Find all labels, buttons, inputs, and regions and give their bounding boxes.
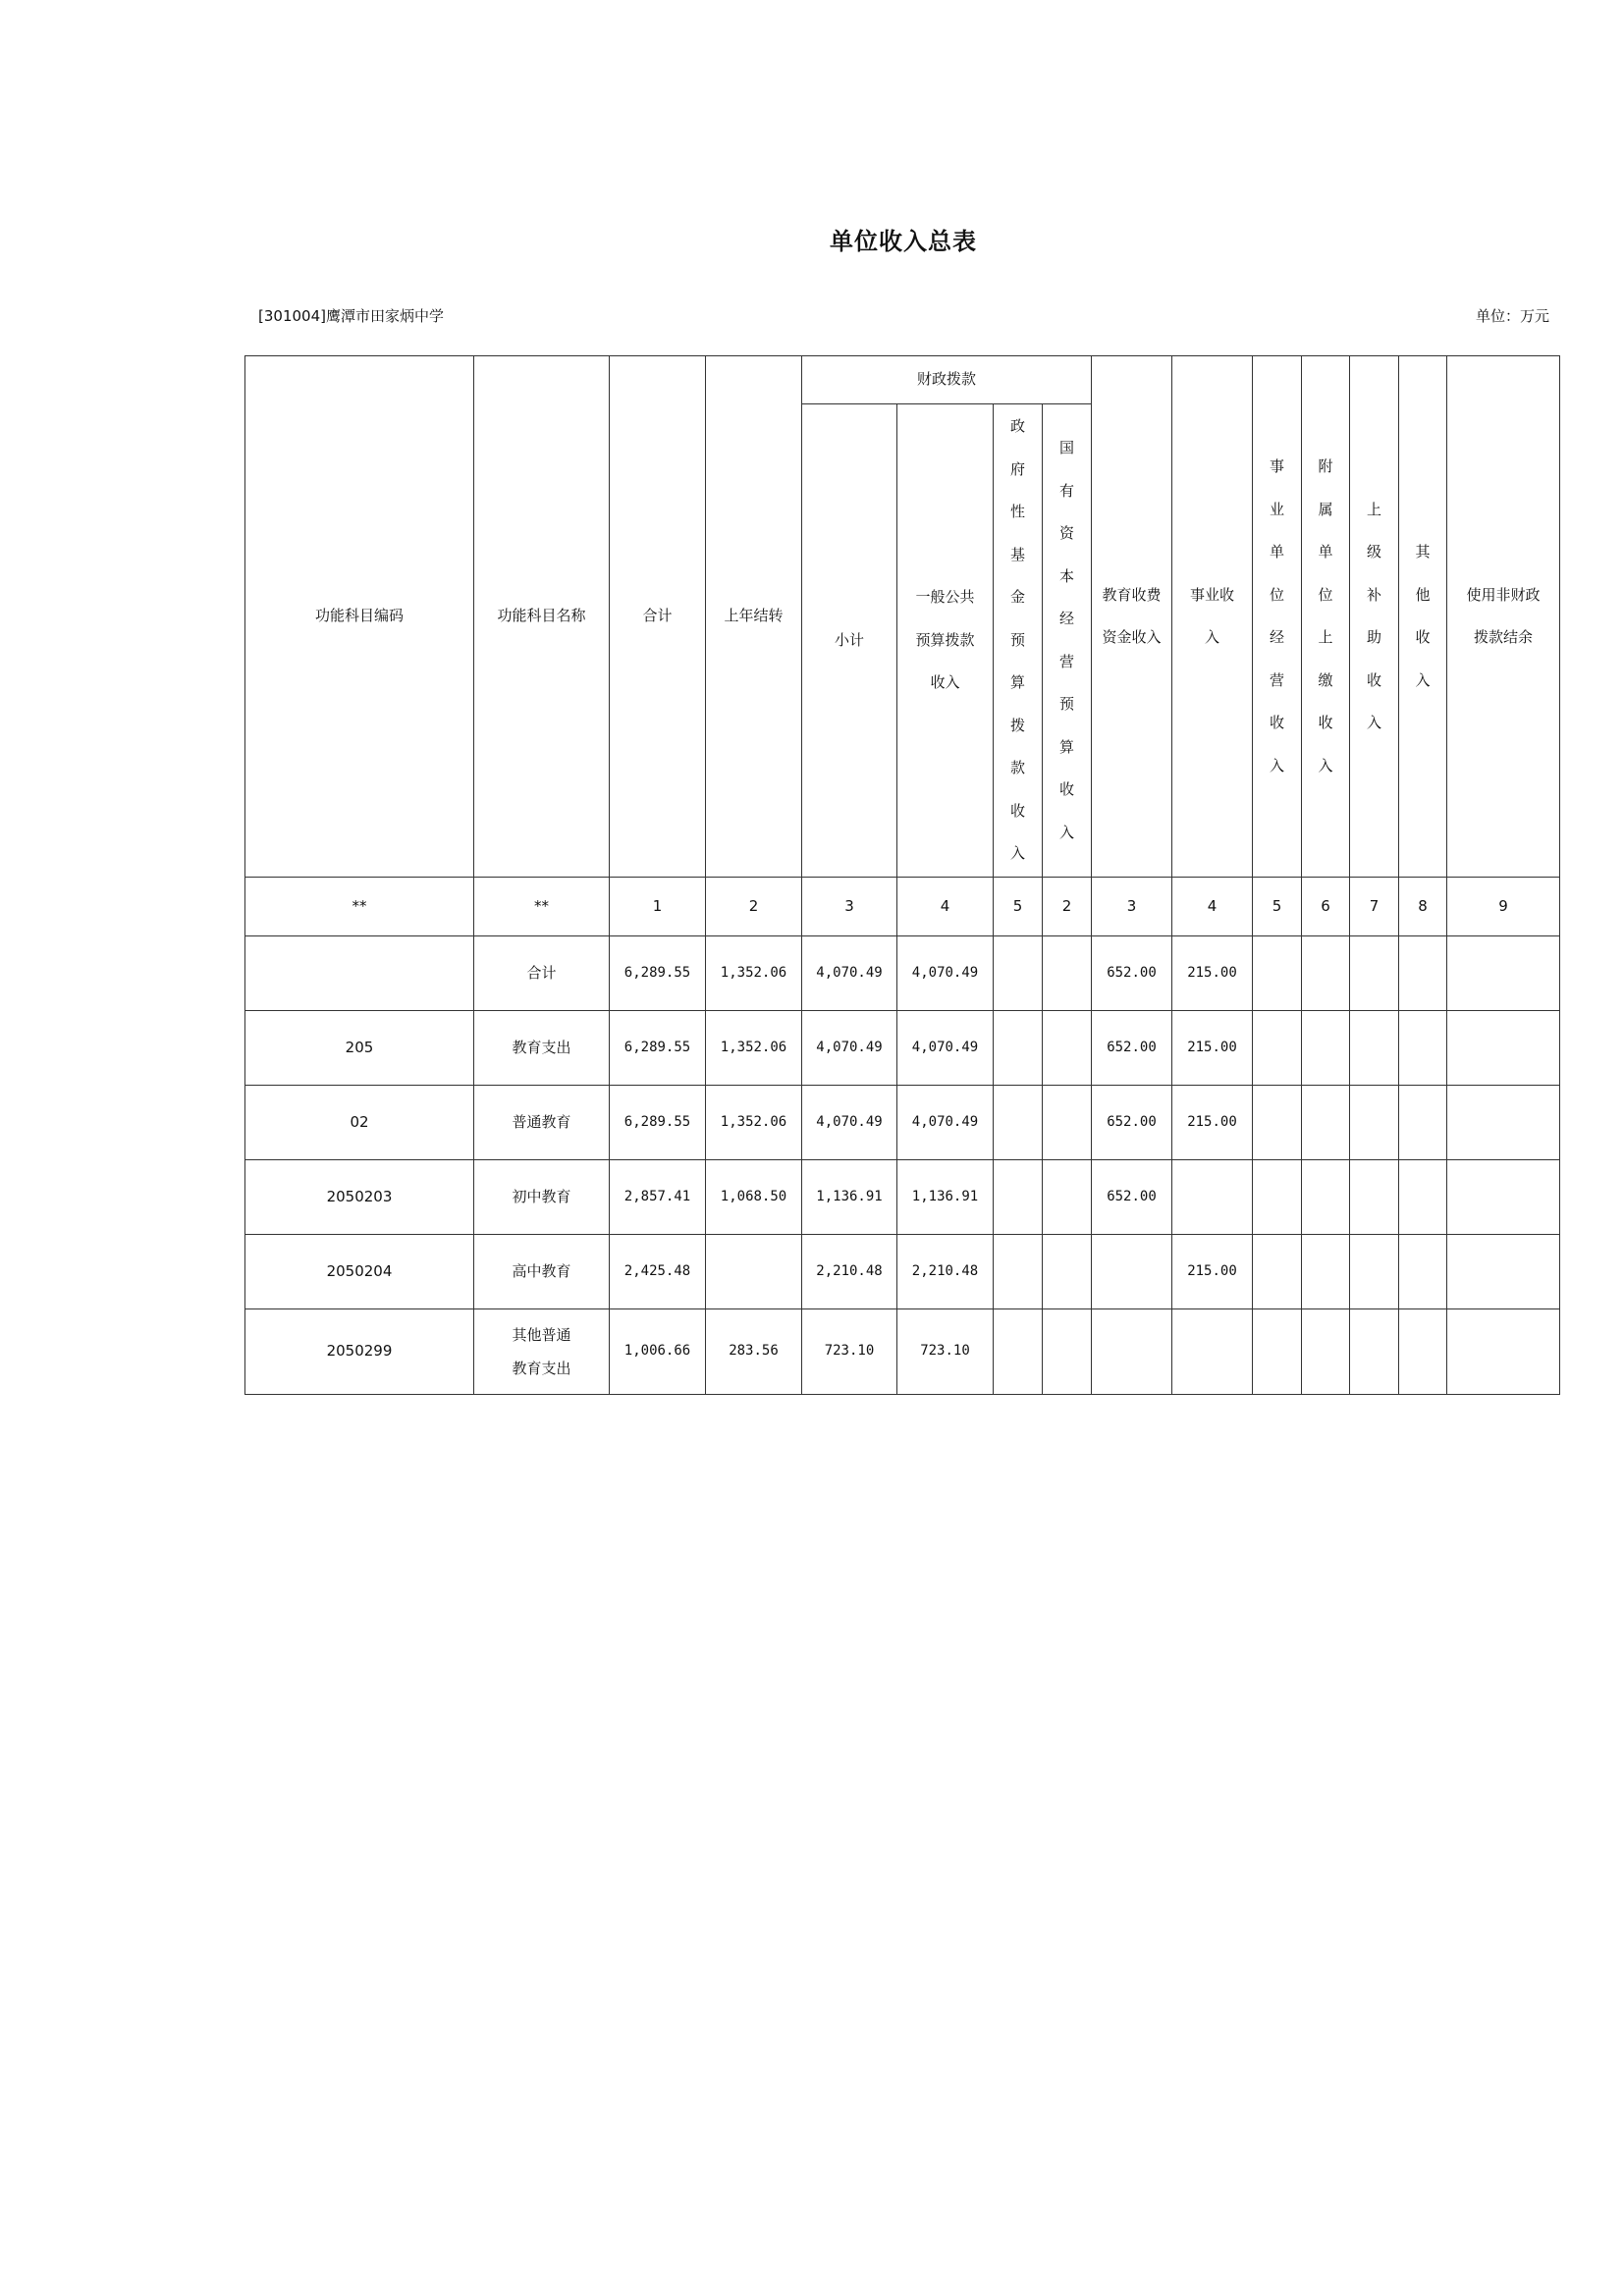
- row-state-capital: [1043, 1160, 1092, 1235]
- row-subtotal: 4,070.49: [802, 936, 897, 1011]
- table-row: [245, 1160, 1560, 1235]
- row-non-fiscal-balance: [1447, 936, 1560, 1011]
- index-cell: 3: [1092, 878, 1172, 936]
- row-total: 1,006.66: [610, 1309, 706, 1395]
- index-cell: 1: [610, 878, 706, 936]
- row-subordinate: [1302, 1309, 1350, 1395]
- row-superior-subsidy: [1350, 1086, 1399, 1160]
- header-other: 其他收入: [1399, 356, 1447, 878]
- unit-label: 单位：万元: [1475, 307, 1549, 325]
- header-carryover: 上年结转: [706, 356, 802, 878]
- row-code: 2050299: [245, 1309, 474, 1395]
- row-carryover: 283.56: [706, 1309, 802, 1395]
- header-general-budget: 一般公共预算拨款收入: [897, 404, 994, 878]
- row-general-budget: 723.10: [897, 1309, 994, 1395]
- row-state-capital: [1043, 1309, 1092, 1395]
- row-other: [1399, 1235, 1447, 1309]
- row-superior-subsidy: [1350, 1160, 1399, 1235]
- row-general-budget: 4,070.49: [897, 1086, 994, 1160]
- index-cell: 7: [1350, 878, 1399, 936]
- header-non-fiscal-balance: 使用非财政拨款结余: [1447, 356, 1560, 878]
- row-gov-fund: [994, 1011, 1043, 1086]
- row-affiliated-business: [1253, 1011, 1302, 1086]
- row-subordinate: [1302, 1011, 1350, 1086]
- row-total: 2,425.48: [610, 1235, 706, 1309]
- row-other: [1399, 1309, 1447, 1395]
- table-row: [245, 936, 1560, 1011]
- row-subordinate: [1302, 1235, 1350, 1309]
- row-non-fiscal-balance: [1447, 1086, 1560, 1160]
- row-other: [1399, 1160, 1447, 1235]
- row-business: 215.00: [1172, 1011, 1253, 1086]
- row-subordinate: [1302, 1086, 1350, 1160]
- table-row: [245, 1309, 1560, 1395]
- index-cell: 4: [897, 878, 994, 936]
- header-subtotal: 小计: [802, 404, 897, 878]
- row-edu-fee: 652.00: [1092, 1086, 1172, 1160]
- row-affiliated-business: [1253, 936, 1302, 1011]
- index-cell: 5: [1253, 878, 1302, 936]
- unit-name: [301004]鹰潭市田家炳中学: [258, 307, 444, 325]
- row-name: 高中教育: [474, 1235, 610, 1309]
- header-name: 功能科目名称: [474, 356, 610, 878]
- row-affiliated-business: [1253, 1235, 1302, 1309]
- table-row: [245, 1086, 1560, 1160]
- row-other: [1399, 1086, 1447, 1160]
- row-gov-fund: [994, 1309, 1043, 1395]
- row-code: 02: [245, 1086, 474, 1160]
- row-total: 6,289.55: [610, 1011, 706, 1086]
- row-superior-subsidy: [1350, 1309, 1399, 1395]
- index-cell: 8: [1399, 878, 1447, 936]
- row-code: 2050203: [245, 1160, 474, 1235]
- header-state-capital: 国有资本经营预算收入: [1043, 404, 1092, 878]
- header-code: 功能科目编码: [245, 356, 474, 878]
- row-carryover: 1,068.50: [706, 1160, 802, 1235]
- income-summary-table: [244, 355, 1560, 1395]
- row-general-budget: 1,136.91: [897, 1160, 994, 1235]
- index-cell: 6: [1302, 878, 1350, 936]
- row-superior-subsidy: [1350, 1235, 1399, 1309]
- header-gov-fund: 政府性基金预算拨款收入: [994, 404, 1043, 878]
- header-edu-fee: 教育收费资金收入: [1092, 356, 1172, 878]
- row-name: 普通教育: [474, 1086, 610, 1160]
- row-business: 215.00: [1172, 936, 1253, 1011]
- row-subtotal: 4,070.49: [802, 1011, 897, 1086]
- row-non-fiscal-balance: [1447, 1160, 1560, 1235]
- row-carryover: [706, 1235, 802, 1309]
- row-subtotal: 2,210.48: [802, 1235, 897, 1309]
- index-cell: 9: [1447, 878, 1560, 936]
- row-gov-fund: [994, 936, 1043, 1011]
- index-cell: 2: [1043, 878, 1092, 936]
- row-superior-subsidy: [1350, 1011, 1399, 1086]
- row-edu-fee: 652.00: [1092, 1011, 1172, 1086]
- row-subtotal: 4,070.49: [802, 1086, 897, 1160]
- index-cell: **: [245, 878, 474, 936]
- row-subordinate: [1302, 1160, 1350, 1235]
- row-name: 教育支出: [474, 1011, 610, 1086]
- row-business: 215.00: [1172, 1086, 1253, 1160]
- index-cell: 4: [1172, 878, 1253, 936]
- row-affiliated-business: [1253, 1309, 1302, 1395]
- row-name: 合计: [474, 936, 610, 1011]
- header-fiscal-group: 财政拨款: [802, 356, 1092, 404]
- index-cell: 5: [994, 878, 1043, 936]
- table-row: [245, 1235, 1560, 1309]
- row-state-capital: [1043, 1235, 1092, 1309]
- row-business: 215.00: [1172, 1235, 1253, 1309]
- index-cell: **: [474, 878, 610, 936]
- row-other: [1399, 1011, 1447, 1086]
- table-row: [245, 1011, 1560, 1086]
- row-business: [1172, 1160, 1253, 1235]
- row-general-budget: 2,210.48: [897, 1235, 994, 1309]
- row-total: 6,289.55: [610, 1086, 706, 1160]
- row-gov-fund: [994, 1235, 1043, 1309]
- row-gov-fund: [994, 1160, 1043, 1235]
- row-affiliated-business: [1253, 1160, 1302, 1235]
- index-cell: 3: [802, 878, 897, 936]
- header-business: 事业收入: [1172, 356, 1253, 878]
- row-state-capital: [1043, 1086, 1092, 1160]
- row-subtotal: 723.10: [802, 1309, 897, 1395]
- header-subordinate: 附属单位上缴收入: [1302, 356, 1350, 878]
- page-title: 单位收入总表: [830, 228, 977, 255]
- row-business: [1172, 1309, 1253, 1395]
- row-name: 初中教育: [474, 1160, 610, 1235]
- row-code: 2050204: [245, 1235, 474, 1309]
- row-non-fiscal-balance: [1447, 1309, 1560, 1395]
- index-row: [245, 878, 1560, 936]
- header-total: 合计: [610, 356, 706, 878]
- header-affiliated-business: 事业单位经营收入: [1253, 356, 1302, 878]
- row-name: 其他普通教育支出: [474, 1309, 610, 1395]
- row-carryover: 1,352.06: [706, 1011, 802, 1086]
- row-edu-fee: 652.00: [1092, 1160, 1172, 1235]
- row-total: 6,289.55: [610, 936, 706, 1011]
- row-superior-subsidy: [1350, 936, 1399, 1011]
- row-gov-fund: [994, 1086, 1043, 1160]
- row-edu-fee: [1092, 1235, 1172, 1309]
- row-carryover: 1,352.06: [706, 936, 802, 1011]
- row-subordinate: [1302, 936, 1350, 1011]
- row-general-budget: 4,070.49: [897, 936, 994, 1011]
- row-code: 205: [245, 1011, 474, 1086]
- row-subtotal: 1,136.91: [802, 1160, 897, 1235]
- row-non-fiscal-balance: [1447, 1011, 1560, 1086]
- header-superior-subsidy: 上级补助收入: [1350, 356, 1399, 878]
- row-general-budget: 4,070.49: [897, 1011, 994, 1086]
- row-total: 2,857.41: [610, 1160, 706, 1235]
- row-carryover: 1,352.06: [706, 1086, 802, 1160]
- row-other: [1399, 936, 1447, 1011]
- row-affiliated-business: [1253, 1086, 1302, 1160]
- row-edu-fee: [1092, 1309, 1172, 1395]
- row-non-fiscal-balance: [1447, 1235, 1560, 1309]
- row-state-capital: [1043, 936, 1092, 1011]
- row-edu-fee: 652.00: [1092, 936, 1172, 1011]
- index-cell: 2: [706, 878, 802, 936]
- row-code: [245, 936, 474, 1011]
- row-state-capital: [1043, 1011, 1092, 1086]
